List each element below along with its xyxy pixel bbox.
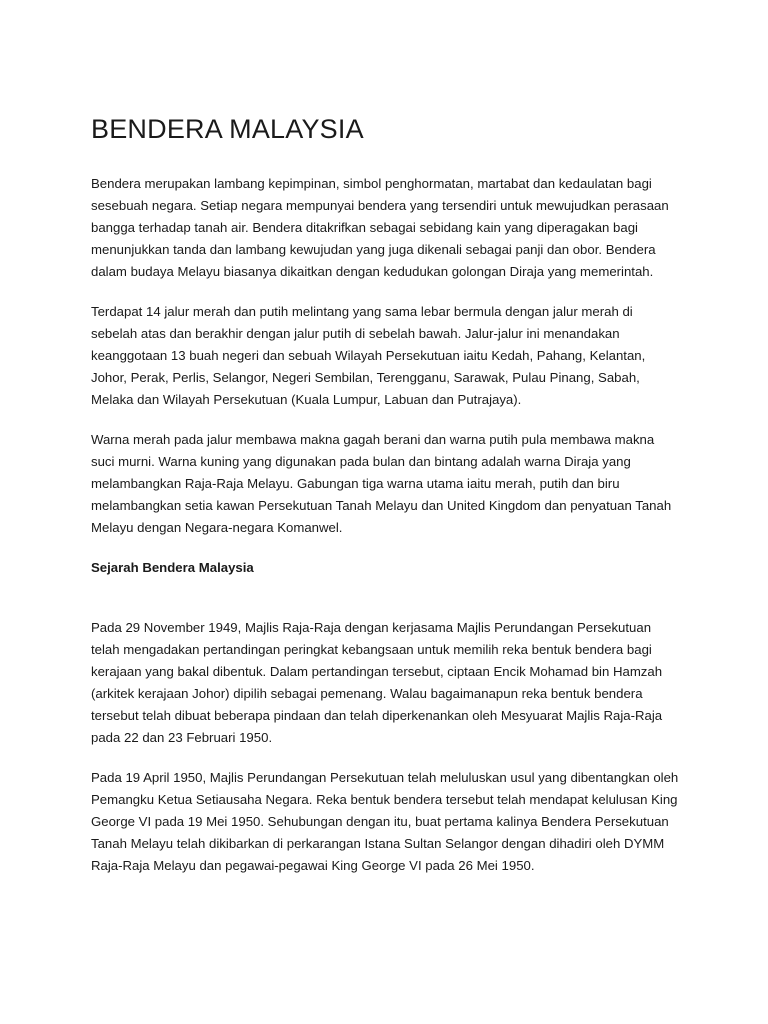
- paragraph-intro-2: Terdapat 14 jalur merah dan putih melintang yang sama lebar bermula dengan jalur merah di sebelah atas dan berakhir dengan jalur putih di sebelah bawah. Jalur-jalur ini menandakan keanggotaan 13 buah negeri dan sebuah Wilayah Persekutuan iaitu Kedah, Pahang, Kelantan, Johor, Perak, Perlis, Selangor, Negeri Sembilan, Terengganu, Sarawak, Pulau Pinang, Sabah, Melaka dan Wilayah Persekutuan (Kuala Lumpur, Labuan dan Putrajaya).: [91, 304, 646, 407]
- page-title: BENDERA MALAYSIA: [91, 114, 364, 144]
- document-page: [91, 110, 681, 895]
- paragraph-intro-1: Bendera merupakan lambang kepimpinan, simbol penghormatan, martabat dan kedaulatan bagi sesebuah negara. Setiap negara mempunyai bendera yang tersendiri untuk mewujudkan perasaan bangga terhadap tanah air. Bendera ditakrifkan sebagai sebidang kain yang diperagakan bagi menunjukkan tanda dan lambang kewujudan yang juga dikenali sebagai panji dan obor. Bendera dalam budaya Melayu biasanya dikaitkan dengan kedudukan golongan Diraja yang memerintah.: [91, 176, 669, 279]
- paragraph-intro-3: Warna merah pada jalur membawa makna gagah berani dan warna putih pula membawa makna suci murni. Warna kuning yang digunakan pada bulan dan bintang adalah warna Diraja yang melambangkan Raja-Raja Melayu. Gabungan tiga warna utama iaitu merah, putih dan biru melambangkan setia kawan Persekutuan Tanah Melayu dan United Kingdom dan penyatuan Tanah Melayu dengan Negara-negara Komanwel.: [91, 432, 672, 535]
- paragraph-history-1: Pada 29 November 1949, Majlis Raja-Raja dengan kerjasama Majlis Perundangan Persekutuan telah mengadakan pertandingan peringkat kebangsaan untuk memilih reka bentuk bendera bagi kerajaan yang bakal dibentuk. Dalam pertandingan tersebut, ciptaan Encik Mohamad bin Hamzah (arkitek kerajaan Johor) dipilih sebagai pemenang. Walau bagaimanapun reka bentuk bendera tersebut telah dibuat beberapa pindaan dan telah diperkenankan oleh Mesyuarat Majlis Raja-Raja pada 22 dan 23 Februari 1950.: [91, 620, 663, 745]
- paragraph-history-2: Pada 19 April 1950, Majlis Perundangan Persekutuan telah meluluskan usul yang dibentangkan oleh Pemangku Ketua Setiausaha Negara. Reka bentuk bendera tersebut telah mendapat kelulusan King George VI pada 19 Mei 1950. Sehubungan dengan itu, buat pertama kalinya Bendera Persekutuan Tanah Melayu telah dikibarkan di perkarangan Istana Sultan Selangor dengan dihadiri oleh DYMM Raja-Raja Melayu dan pegawai-pegawai King George VI pada 26 Mei 1950.: [91, 770, 679, 873]
- section-heading-history: Sejarah Bendera Malaysia: [91, 560, 254, 575]
